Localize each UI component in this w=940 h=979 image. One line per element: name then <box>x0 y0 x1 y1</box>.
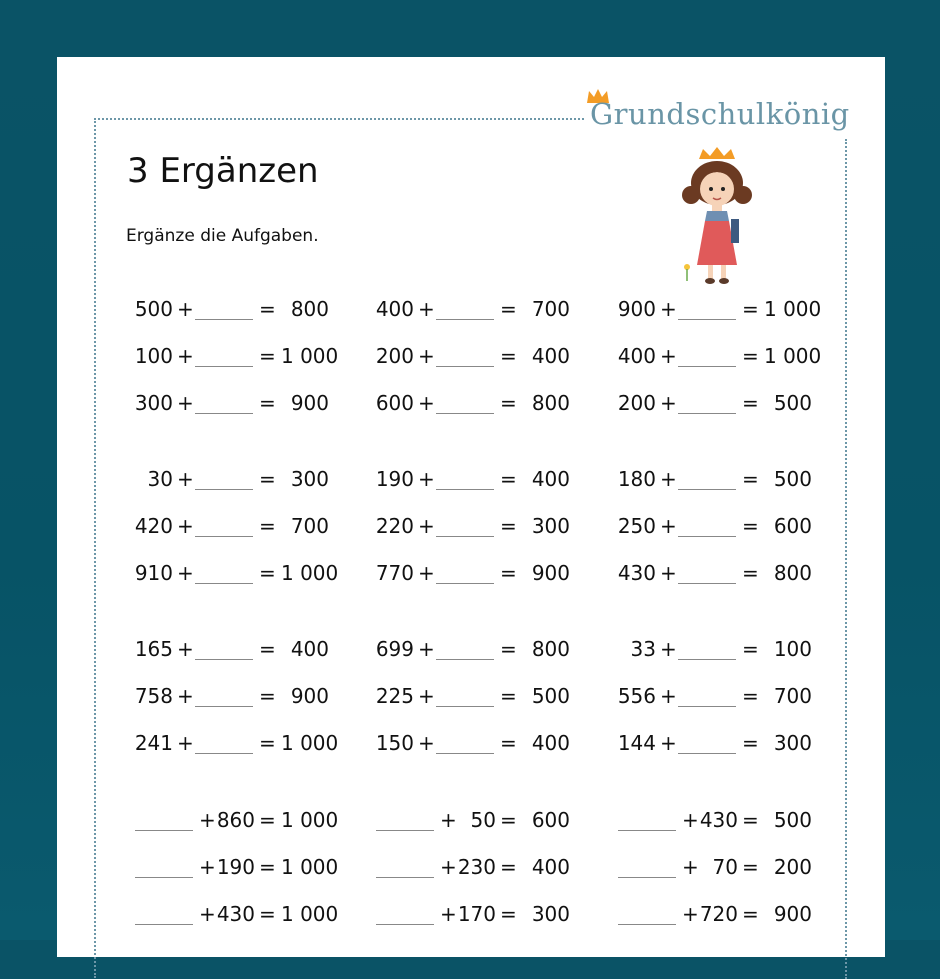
exercise-row <box>376 297 576 327</box>
exercise-row <box>135 467 335 497</box>
result: 400 <box>531 467 570 491</box>
equals-sign: = <box>259 731 276 755</box>
plus-sign: + <box>440 808 457 832</box>
answer-blank[interactable] <box>436 467 494 490</box>
equals-sign: = <box>742 467 759 491</box>
exercise-row <box>376 855 576 885</box>
result: 900 <box>773 902 812 926</box>
plus-sign: + <box>418 637 435 661</box>
result: 800 <box>531 637 570 661</box>
equals-sign: = <box>259 467 276 491</box>
answer-blank[interactable] <box>678 684 736 707</box>
result: 300 <box>531 902 570 926</box>
result: 600 <box>531 808 570 832</box>
result: 400 <box>531 731 570 755</box>
result: 300 <box>290 467 329 491</box>
exercise-row <box>135 514 335 544</box>
result: 700 <box>290 514 329 538</box>
equals-sign: = <box>500 684 517 708</box>
equals-sign: = <box>500 391 517 415</box>
plus-sign: + <box>177 637 194 661</box>
exercise-row <box>134 561 339 591</box>
answer-blank[interactable] <box>678 391 736 414</box>
answer-blank[interactable] <box>436 684 494 707</box>
equals-sign: = <box>500 514 517 538</box>
plus-sign: + <box>660 561 677 585</box>
plus-sign: + <box>418 561 435 585</box>
answer-blank[interactable] <box>436 561 494 584</box>
addend: 430 <box>699 808 738 832</box>
answer-blank[interactable] <box>436 344 494 367</box>
exercise-row <box>135 808 339 838</box>
equals-sign: = <box>742 902 759 926</box>
equals-sign: = <box>742 808 759 832</box>
exercise-row <box>617 344 822 374</box>
worksheet-page <box>57 57 885 957</box>
result: 1 000 <box>281 902 339 926</box>
result: 900 <box>290 684 329 708</box>
result: 700 <box>773 684 812 708</box>
answer-blank[interactable] <box>195 684 253 707</box>
addend: 420 <box>134 514 173 538</box>
addend: 400 <box>375 297 414 321</box>
plus-sign: + <box>177 391 194 415</box>
addend: 200 <box>617 391 656 415</box>
addend: 30 <box>147 467 173 491</box>
equals-sign: = <box>259 297 276 321</box>
answer-blank[interactable] <box>436 731 494 754</box>
plus-sign: + <box>199 855 216 879</box>
result: 1 000 <box>281 808 339 832</box>
plus-sign: + <box>660 684 677 708</box>
equals-sign: = <box>259 561 276 585</box>
answer-blank[interactable] <box>436 391 494 414</box>
plus-sign: + <box>682 902 699 926</box>
answer-blank[interactable] <box>678 637 736 660</box>
addend: 556 <box>617 684 656 708</box>
addend: 100 <box>134 344 173 368</box>
addend: 430 <box>617 561 656 585</box>
princess-girl-illustration <box>677 147 757 287</box>
addend: 200 <box>375 344 414 368</box>
result: 400 <box>531 344 570 368</box>
plus-sign: + <box>418 731 435 755</box>
addend: 180 <box>617 467 656 491</box>
result: 1 000 <box>281 855 339 879</box>
addend: 699 <box>375 637 414 661</box>
result: 200 <box>773 855 812 879</box>
plus-sign: + <box>440 902 457 926</box>
exercise-row <box>134 344 339 374</box>
equals-sign: = <box>259 391 276 415</box>
result: 1 000 <box>281 344 339 368</box>
result: 400 <box>290 637 329 661</box>
exercise-row <box>376 391 576 421</box>
page-title: 3 Ergänzen <box>127 151 319 191</box>
equals-sign: = <box>500 637 517 661</box>
result: 1 000 <box>764 297 822 321</box>
exercise-row <box>135 637 335 667</box>
answer-blank[interactable] <box>678 344 736 367</box>
result: 1 000 <box>281 561 339 585</box>
equals-sign: = <box>742 297 759 321</box>
answer-blank[interactable] <box>376 855 434 878</box>
exercise-row <box>618 808 818 838</box>
equals-sign: = <box>742 514 759 538</box>
equals-sign: = <box>742 684 759 708</box>
equals-sign: = <box>742 855 759 879</box>
equals-sign: = <box>742 561 759 585</box>
brand-logo: Grundschulkönig <box>590 97 850 131</box>
plus-sign: + <box>682 808 699 832</box>
result: 500 <box>531 684 570 708</box>
plus-sign: + <box>199 902 216 926</box>
exercise-row <box>618 855 818 885</box>
equals-sign: = <box>500 561 517 585</box>
addend: 225 <box>375 684 414 708</box>
exercise-row <box>618 391 818 421</box>
answer-blank[interactable] <box>195 467 253 490</box>
plus-sign: + <box>418 514 435 538</box>
plus-sign: + <box>660 514 677 538</box>
answer-blank[interactable] <box>195 561 253 584</box>
result: 900 <box>531 561 570 585</box>
plus-sign: + <box>177 561 194 585</box>
answer-blank[interactable] <box>195 731 253 754</box>
addend: 758 <box>134 684 173 708</box>
plus-sign: + <box>660 297 677 321</box>
result: 600 <box>773 514 812 538</box>
addend: 230 <box>457 855 496 879</box>
exercise-row <box>135 902 339 932</box>
plus-sign: + <box>418 297 435 321</box>
addend: 500 <box>134 297 173 321</box>
exercise-row <box>135 855 339 885</box>
answer-blank[interactable] <box>376 902 434 925</box>
equals-sign: = <box>500 467 517 491</box>
exercise-row <box>376 561 576 591</box>
addend: 900 <box>617 297 656 321</box>
plus-sign: + <box>177 467 194 491</box>
result: 500 <box>773 391 812 415</box>
answer-blank[interactable] <box>195 391 253 414</box>
plus-sign: + <box>199 808 216 832</box>
equals-sign: = <box>742 391 759 415</box>
answer-blank[interactable] <box>436 297 494 320</box>
equals-sign: = <box>500 344 517 368</box>
addend: 190 <box>375 467 414 491</box>
equals-sign: = <box>259 637 276 661</box>
addend: 300 <box>134 391 173 415</box>
answer-blank[interactable] <box>618 855 676 878</box>
answer-blank[interactable] <box>618 902 676 925</box>
result: 800 <box>773 561 812 585</box>
addend: 770 <box>375 561 414 585</box>
answer-blank[interactable] <box>678 297 736 320</box>
equals-sign: = <box>500 855 517 879</box>
plus-sign: + <box>660 344 677 368</box>
addend: 430 <box>216 902 255 926</box>
dotted-border-right <box>845 139 847 979</box>
result: 300 <box>531 514 570 538</box>
addend: 860 <box>216 808 255 832</box>
addend: 400 <box>617 344 656 368</box>
equals-sign: = <box>259 514 276 538</box>
answer-blank[interactable] <box>135 808 193 831</box>
plus-sign: + <box>177 514 194 538</box>
addend: 70 <box>712 855 738 879</box>
plus-sign: + <box>418 467 435 491</box>
plus-sign: + <box>660 637 677 661</box>
plus-sign: + <box>177 297 194 321</box>
plus-sign: + <box>682 855 699 879</box>
exercise-row <box>376 514 576 544</box>
plus-sign: + <box>177 731 194 755</box>
plus-sign: + <box>418 684 435 708</box>
equals-sign: = <box>742 731 759 755</box>
exercise-row <box>618 514 818 544</box>
plus-sign: + <box>660 731 677 755</box>
addend: 165 <box>134 637 173 661</box>
answer-blank[interactable] <box>376 808 434 831</box>
addend: 600 <box>375 391 414 415</box>
exercise-row <box>376 637 576 667</box>
equals-sign: = <box>259 855 276 879</box>
exercise-row <box>376 684 576 714</box>
plus-sign: + <box>440 855 457 879</box>
equals-sign: = <box>742 637 759 661</box>
plus-sign: + <box>660 467 677 491</box>
exercise-row <box>618 467 818 497</box>
answer-blank[interactable] <box>195 297 253 320</box>
instruction-text: Ergänze die Aufgaben. <box>126 226 319 246</box>
result: 500 <box>773 808 812 832</box>
addend: 144 <box>617 731 656 755</box>
exercise-row <box>376 808 576 838</box>
exercise-row <box>376 344 576 374</box>
equals-sign: = <box>500 902 517 926</box>
exercise-row <box>376 902 576 932</box>
result: 800 <box>531 391 570 415</box>
result: 500 <box>773 467 812 491</box>
addend: 241 <box>134 731 173 755</box>
equals-sign: = <box>500 731 517 755</box>
answer-blank[interactable] <box>678 467 736 490</box>
answer-blank[interactable] <box>135 902 193 925</box>
addend: 150 <box>375 731 414 755</box>
equals-sign: = <box>259 344 276 368</box>
exercise-row <box>135 391 335 421</box>
result: 1 000 <box>764 344 822 368</box>
equals-sign: = <box>500 808 517 832</box>
answer-blank[interactable] <box>195 344 253 367</box>
dotted-border-top <box>94 118 584 120</box>
addend: 910 <box>134 561 173 585</box>
plus-sign: + <box>177 684 194 708</box>
answer-blank[interactable] <box>678 514 736 537</box>
addend: 33 <box>630 637 656 661</box>
answer-blank[interactable] <box>436 637 494 660</box>
result: 100 <box>773 637 812 661</box>
plus-sign: + <box>660 391 677 415</box>
result: 900 <box>290 391 329 415</box>
plus-sign: + <box>418 344 435 368</box>
exercise-row <box>135 297 335 327</box>
addend: 170 <box>457 902 496 926</box>
plus-sign: + <box>418 391 435 415</box>
exercise-row <box>135 684 335 714</box>
addend: 50 <box>470 808 496 832</box>
plus-sign: + <box>177 344 194 368</box>
exercise-row <box>617 297 822 327</box>
addend: 720 <box>699 902 738 926</box>
exercise-row <box>618 731 818 761</box>
equals-sign: = <box>500 297 517 321</box>
answer-blank[interactable] <box>678 561 736 584</box>
exercise-row <box>376 731 576 761</box>
answer-blank[interactable] <box>678 731 736 754</box>
exercise-row <box>376 467 576 497</box>
result: 300 <box>773 731 812 755</box>
exercise-row <box>618 561 818 591</box>
answer-blank[interactable] <box>436 514 494 537</box>
addend: 190 <box>216 855 255 879</box>
exercise-row <box>134 731 339 761</box>
equals-sign: = <box>742 344 759 368</box>
result: 800 <box>290 297 329 321</box>
answer-blank[interactable] <box>195 514 253 537</box>
addend: 220 <box>375 514 414 538</box>
exercise-row <box>618 637 818 667</box>
result: 1 000 <box>281 731 339 755</box>
result: 700 <box>531 297 570 321</box>
answer-blank[interactable] <box>195 637 253 660</box>
equals-sign: = <box>259 684 276 708</box>
answer-blank[interactable] <box>618 808 676 831</box>
exercise-row <box>618 684 818 714</box>
equals-sign: = <box>259 902 276 926</box>
dotted-border-left <box>94 118 96 978</box>
result: 400 <box>531 855 570 879</box>
answer-blank[interactable] <box>135 855 193 878</box>
exercise-row <box>618 902 818 932</box>
addend: 250 <box>617 514 656 538</box>
equals-sign: = <box>259 808 276 832</box>
